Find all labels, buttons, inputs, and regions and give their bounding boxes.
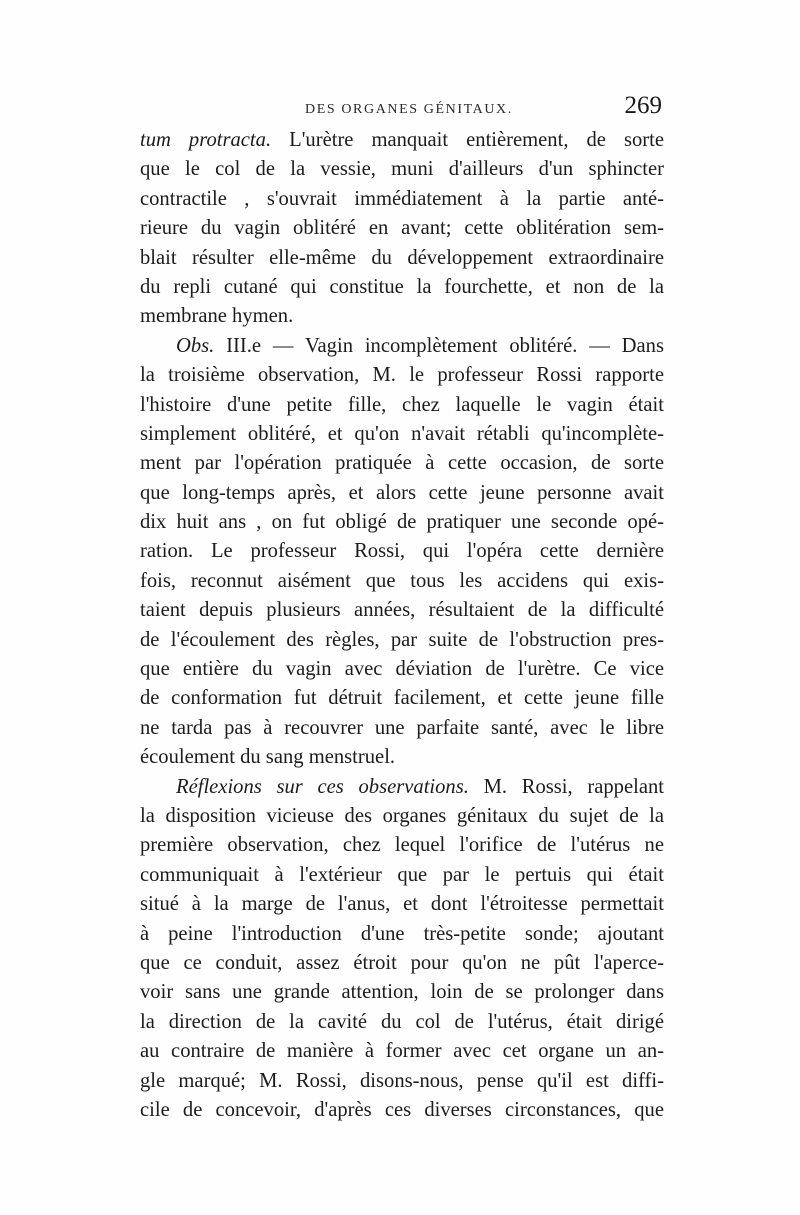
text-line-content: que long-temps après, et alors cette jeune personne avait	[140, 481, 664, 504]
text-line-content: cile de concevoir, d'après ces diverses circonstances, que	[140, 1098, 664, 1121]
text-line-content: Obs. III.e — Vagin incomplètement oblitéré. — Dans	[176, 334, 664, 357]
text-line	[140, 155, 664, 184]
text-line	[140, 773, 664, 802]
text-line-content: ration. Le professeur Rossi, qui l'opéra cette dernière	[140, 540, 664, 563]
text-line	[140, 890, 664, 919]
text-line	[140, 626, 664, 655]
text-line	[140, 567, 664, 596]
text-line-content: à peine l'introduction d'une très-petite sonde; ajoutant	[140, 922, 664, 945]
text-line-content: la disposition vicieuse des organes génitaux du sujet de la	[140, 804, 664, 827]
text-line-content: gle marqué; M. Rossi, disons-nous, pense qu'il est diffi-	[140, 1069, 664, 1092]
text-line	[140, 949, 664, 978]
text-line	[140, 332, 664, 361]
text-line	[140, 361, 664, 390]
text-line	[140, 185, 664, 214]
text-line-content: la troisième observation, M. le professeur Rossi rapporte	[140, 364, 664, 387]
text-line-content: communiquait à l'extérieur que par le pertuis qui était	[140, 863, 664, 886]
text-line	[140, 978, 664, 1007]
text-line-content: rieure du vagin oblitéré en avant; cette oblitération sem-	[140, 217, 664, 240]
text-line	[140, 861, 664, 890]
text-line	[140, 214, 664, 243]
text-line	[140, 1096, 664, 1125]
text-line-content: la direction de la cavité du col de l'utérus, était dirigé	[140, 1010, 664, 1033]
text-line	[140, 596, 664, 625]
text-line	[140, 920, 664, 949]
text-line	[140, 273, 664, 302]
text-line-content: l'histoire d'une petite fille, chez laquelle le vagin était	[140, 393, 664, 416]
text-line-content: tum protracta. L'urètre manquait entièrement, de sorte	[140, 129, 664, 151]
text-line	[140, 802, 664, 831]
text-line-content: que ce conduit, assez étroit pour qu'on ne pût l'aperce-	[140, 951, 664, 974]
text-line	[140, 831, 664, 860]
text-line-content: que le col de la vessie, muni d'ailleurs d'un sphincter	[140, 158, 664, 181]
text-line-content: Réflexions sur ces observations. M. Rossi, rappelant	[176, 775, 664, 798]
text-line-content: du repli cutané qui constitue la fourchette, et non de la	[140, 275, 664, 298]
text-line	[140, 714, 664, 743]
text-line	[140, 1037, 664, 1066]
text-line-content: première observation, chez lequel l'orifice de l'utérus ne	[140, 834, 664, 857]
text-line-content: simplement oblitéré, et qu'on n'avait rétabli qu'incomplète-	[140, 422, 664, 445]
text-line	[140, 126, 664, 155]
body-text	[140, 126, 664, 1125]
text-line-content: ment par l'opération pratiquée à cette occasion, de sorte	[140, 452, 664, 475]
text-line	[140, 743, 664, 772]
text-line-content: de conformation fut détruit facilement, et cette jeune fille	[140, 687, 664, 710]
page-header	[140, 82, 664, 118]
text-line-content: situé à la marge de l'anus, et dont l'étroitesse permettait	[140, 893, 664, 916]
text-line	[140, 244, 664, 273]
text-line	[140, 537, 664, 566]
running-head: DES ORGANES GÉNITAUX.	[305, 102, 513, 117]
text-line-content: que entière du vagin avec déviation de l'urètre. Ce vice	[140, 658, 664, 681]
text-line	[140, 302, 664, 331]
text-line-content: taient depuis plusieurs années, résultaient de la difficulté	[140, 599, 664, 622]
text-line	[140, 1067, 664, 1096]
text-line-content: au contraire de manière à former avec cet organe un an-	[140, 1040, 664, 1063]
text-line-content: de l'écoulement des règles, par suite de l'obstruction pres-	[140, 628, 664, 651]
text-line	[140, 655, 664, 684]
text-line	[140, 479, 664, 508]
page-number: 269	[624, 92, 662, 119]
text-line-content: contractile , s'ouvrait immédiatement à la partie anté-	[140, 187, 664, 210]
text-line	[140, 1008, 664, 1037]
text-line-content: voir sans une grande attention, loin de se prolonger dans	[140, 981, 664, 1004]
text-line-content: membrane hymen.	[140, 305, 294, 328]
text-line	[140, 420, 664, 449]
text-line	[140, 449, 664, 478]
text-line-content: fois, reconnut aisément que tous les accidens qui exis-	[140, 569, 664, 592]
text-line	[140, 508, 664, 537]
text-line-content: blait résulter elle-même du développement extraordinaire	[140, 246, 664, 269]
text-line	[140, 391, 664, 420]
text-line-content: dix huit ans , on fut obligé de pratiquer une seconde opé-	[140, 511, 664, 534]
text-line	[140, 684, 664, 713]
text-line-content: ne tarda pas à recouvrer une parfaite santé, avec le libre	[140, 716, 664, 739]
text-line-content: écoulement du sang menstruel.	[140, 746, 396, 769]
